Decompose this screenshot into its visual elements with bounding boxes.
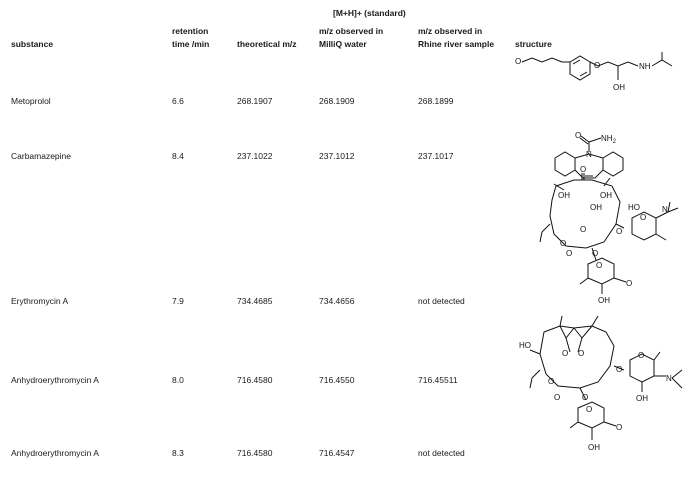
erythromycin-methoxy-bond [614, 278, 626, 282]
carbamazepine-carbonyl-bond [581, 136, 589, 142]
erythromycin-label-oh3: OH [590, 203, 602, 212]
erythromycin-ethyl [542, 224, 550, 232]
row-5-substance: Anhydroerythromycin A [11, 448, 99, 458]
anhydroerythromycin-label-o-glyc2: O [582, 393, 589, 402]
anhydroerythromycin-methyl [570, 422, 578, 428]
row-1-milliq: 268.1909 [319, 96, 355, 106]
carbamazepine-bond [589, 138, 601, 142]
row-4-rhine: 716.45511 [418, 375, 458, 385]
anhydroerythromycin-nmethyl [672, 370, 682, 378]
erythromycin-label-o-glyc2: O [592, 249, 599, 258]
row-2-milliq: 237.1012 [319, 151, 355, 161]
erythromycin-label-o-ketone: O [580, 165, 587, 174]
anhydroerythromycin-label-o-lactone: O [548, 377, 555, 386]
metoprolol-ring-bond [573, 60, 580, 64]
metoprolol-label-nh: NH [639, 62, 651, 71]
header-milliq-line2: MilliQ water [319, 39, 367, 49]
anhydroerythromycin-label-n: N [666, 374, 672, 383]
row-4-substance: Anhydroerythromycin A [11, 375, 99, 385]
row-2-theoretical: 237.1022 [237, 151, 273, 161]
anhydroerythromycin-label-oh2: OH [588, 443, 600, 452]
erythromycin-label-o-glyc1: O [566, 249, 573, 258]
erythromycin-label-oh2: OH [600, 191, 612, 200]
anhydroerythromycin-label-ho: HO [519, 341, 531, 350]
metoprolol-label-oh: OH [613, 83, 625, 92]
anhydroerythromycin-label-o2: O [578, 349, 585, 358]
row-1-rhine: 268.1899 [418, 96, 454, 106]
anhydroerythromycin-nmethyl [672, 378, 682, 388]
erythromycin-label-o-ring1: O [640, 213, 647, 222]
anhydroerythromycin-methyl [654, 352, 660, 360]
row-5-rhine: not detected [418, 448, 465, 458]
metoprolol-benzene-ring [570, 56, 590, 80]
anhydroerythromycin-label-o-ring: O [638, 351, 645, 360]
row-1-substance: Metoprolol [11, 96, 51, 106]
header-structure: structure [515, 39, 552, 49]
row-5-milliq: 716.4547 [319, 448, 355, 458]
row-3-milliq: 734.4656 [319, 296, 355, 306]
metoprolol-chain-left [522, 58, 562, 62]
row-2-retention: 8.4 [172, 151, 184, 161]
row-2-substance: Carbamazepine [11, 151, 72, 161]
anhydroerythromycin-label-o-keto: O [554, 393, 561, 402]
anhydroerythromycin-ethyl [532, 370, 540, 378]
erythromycin-label-oh4: OH [598, 296, 610, 305]
group-header: [M+H]+ (standard) [333, 8, 406, 18]
erythromycin-label-oh1: OH [558, 191, 570, 200]
anhydroerythromycin-structure [518, 308, 690, 460]
anhydroerythromycin-methoxy-bond [604, 422, 616, 426]
anhydroerythromycin-label-o-methoxy: O [616, 423, 623, 432]
erythromycin-nmethyl [668, 202, 670, 212]
anhydroerythromycin-methyl [560, 316, 562, 326]
header-milliq-line1: m/z observed in [319, 26, 384, 36]
header-theoretical: theoretical m/z [237, 39, 297, 49]
row-4-theoretical: 716.4580 [237, 375, 273, 385]
erythromycin-methyl [656, 234, 666, 240]
erythromycin-nmethyl [668, 208, 678, 212]
erythromycin-ethyl [540, 232, 542, 242]
row-5-retention: 8.3 [172, 448, 184, 458]
erythromycin-label-o-sugar: O [596, 261, 603, 270]
row-3-rhine: not detected [418, 296, 465, 306]
metoprolol-label-o2: O [594, 61, 601, 70]
header-retention-line2: time /min [172, 39, 210, 49]
row-4-retention: 8.0 [172, 375, 184, 385]
row-1-theoretical: 268.1907 [237, 96, 273, 106]
anhydroerythromycin-label-o-glyc1: O [616, 365, 623, 374]
carbamazepine-label-o: O [575, 131, 582, 140]
anhydroerythromycin-methyl [530, 350, 540, 354]
erythromycin-label-n: N [662, 205, 668, 214]
erythromycin-label-o-ring2: O [580, 225, 587, 234]
header-substance: substance [11, 39, 54, 49]
anhydroerythromycin-label-o1: O [562, 349, 569, 358]
row-3-theoretical: 734.4685 [237, 296, 273, 306]
row-3-retention: 7.9 [172, 296, 184, 306]
anhydroerythromycin-label-oh1: OH [636, 394, 648, 403]
header-rhine-line1: m/z observed in [418, 26, 483, 36]
metoprolol-label-o1: O [515, 57, 522, 66]
row-3-substance: Erythromycin A [11, 296, 69, 306]
erythromycin-label-ho: HO [628, 203, 640, 212]
metoprolol-structure [510, 50, 690, 110]
row-4-milliq: 716.4550 [319, 375, 355, 385]
row-2-rhine: 237.1017 [418, 151, 454, 161]
erythromycin-label-o-methoxy: O [626, 279, 633, 288]
erythromycin-label-o-lactone: O [560, 239, 567, 248]
header-rhine-line2: Rhine river sample [418, 39, 495, 49]
anhydroerythromycin-ethyl [530, 378, 532, 388]
header-retention-line1: retention [172, 26, 209, 36]
carbamazepine-label-nh2: $NH_2$ [601, 134, 616, 145]
carbamazepine-label-n: N [586, 150, 592, 159]
erythromycin-label-o-ring3: O [616, 227, 623, 236]
metoprolol-ring-bond [580, 72, 587, 76]
row-1-retention: 6.6 [172, 96, 184, 106]
erythromycin-structure [530, 165, 690, 307]
row-5-theoretical: 716.4580 [237, 448, 273, 458]
anhydroerythromycin-methyl [592, 316, 598, 326]
anhydroerythromycin-label-o-sugar: O [586, 405, 593, 414]
metoprolol-isopropyl [652, 60, 672, 66]
erythromycin-methyl [580, 278, 588, 284]
